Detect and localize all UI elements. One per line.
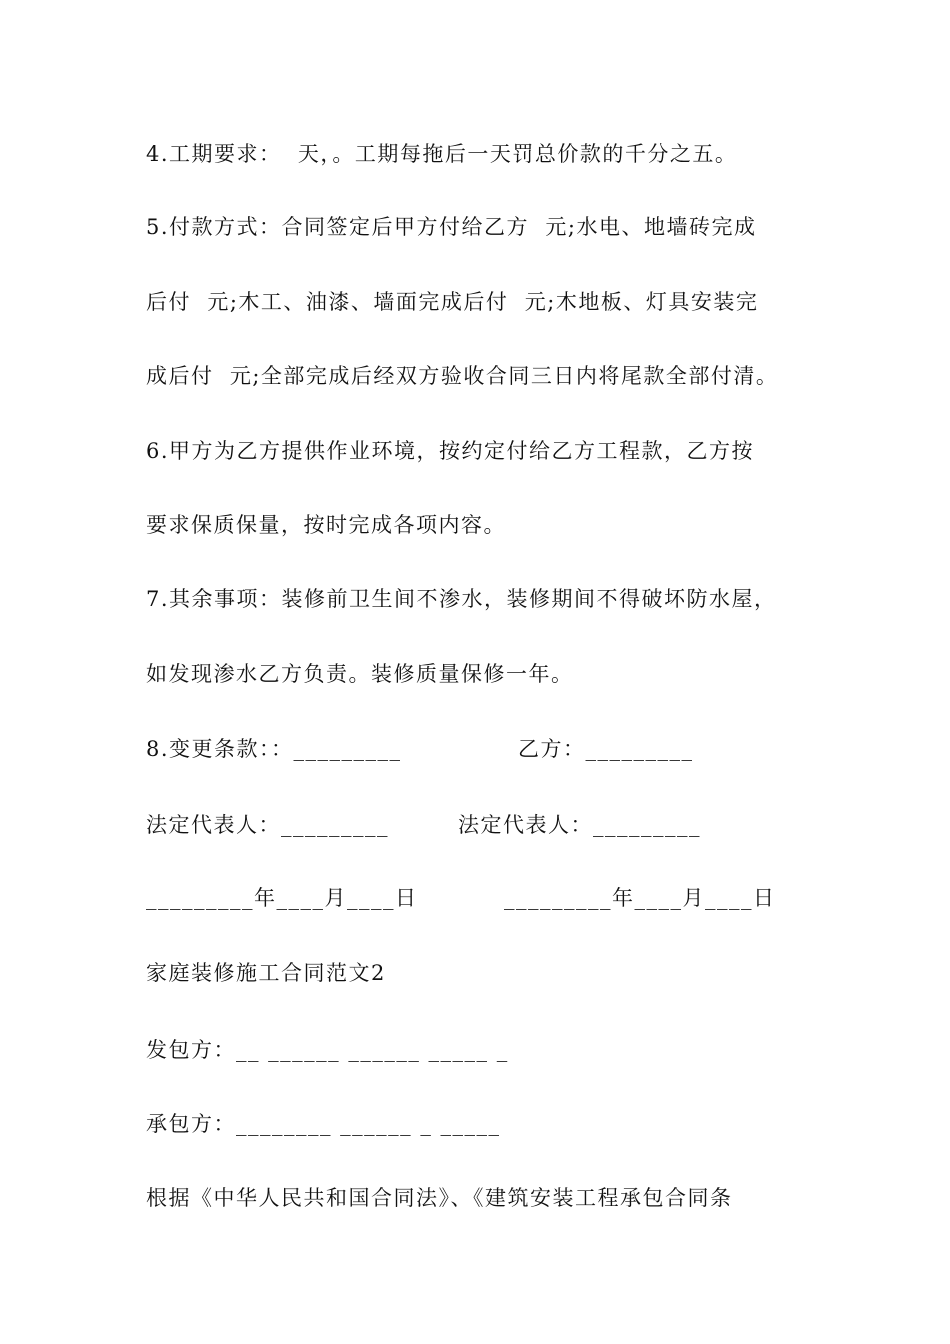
clause-6-environment-line-2: 要求保质保量，按时完成各项内容。 [146, 513, 506, 537]
issuer-line: 发包方：__ ______ ______ _____ _ [146, 1038, 509, 1062]
clause-6-environment-line-1: 6.甲方为乙方提供作业环境，按约定付给乙方工程款，乙方按 [146, 439, 755, 463]
change-clause: 8.变更条款：：_________ [146, 737, 402, 761]
legal-basis-line: 根据《中华人民共和国合同法》、《建筑安装工程承包合同条 [146, 1186, 733, 1210]
contract-2-title: 家庭装修施工合同范文2 [146, 961, 386, 985]
clause-5-payment-line-2: 后付 元;木工、油漆、墙面完成后付 元;木地板、灯具安装完 [146, 290, 759, 314]
clause-7-other-line-2: 如发现渗水乙方负责。装修质量保修一年。 [146, 662, 574, 686]
date-right: _________年____月____日 [504, 886, 776, 910]
date-left: _________年____月____日 [146, 886, 418, 910]
legal-rep-left: 法定代表人：_________ [146, 813, 389, 837]
contractor-line: 承包方：________ ______ _ _____ [146, 1112, 501, 1136]
legal-rep-right: 法定代表人：_________ [458, 813, 701, 837]
clause-7-other-line-1: 7.其余事项：装修前卫生间不渗水，装修期间不得破坏防水屋， [146, 587, 777, 611]
clause-4-duration: 4.工期要求： 天，。工期每拖后一天罚总价款的千分之五。 [146, 142, 738, 166]
party-b-signature: 乙方：_________ [518, 737, 694, 761]
clause-5-payment-line-3: 成后付 元;全部完成后经双方验收合同三日内将尾款全部付清。 [146, 364, 779, 388]
clause-5-payment-line-1: 5.付款方式：合同签定后甲方付给乙方 元;水电、地墙砖完成 [146, 215, 757, 239]
